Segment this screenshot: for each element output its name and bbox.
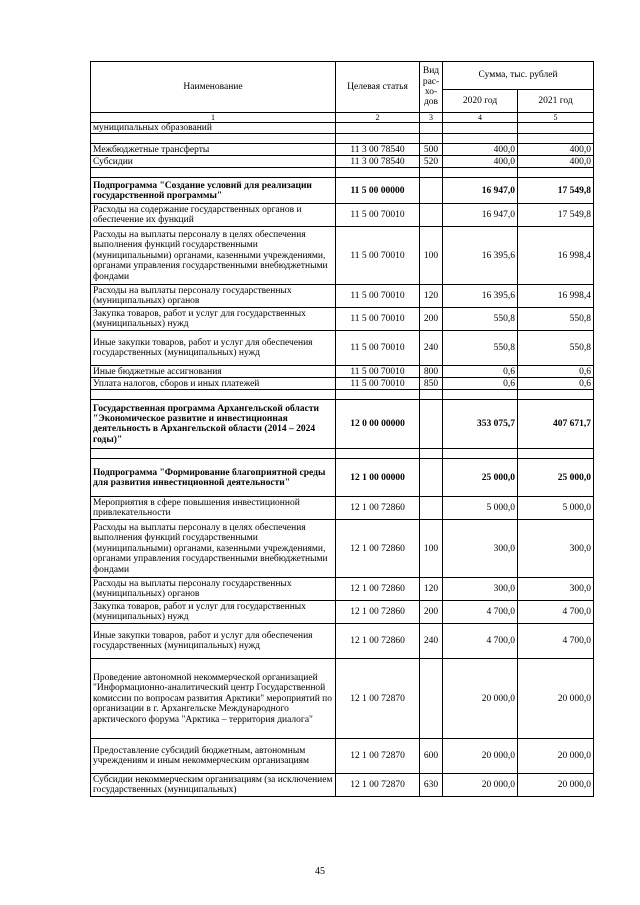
header-year-2021: 2021 год — [518, 90, 594, 113]
row-amount-2020: 20 000,0 — [443, 659, 518, 739]
header-sum: Сумма, тыс. рублей — [443, 62, 594, 90]
row-name: Расходы на выплаты персоналу государственных (муниципальных) органов — [91, 578, 336, 601]
row-code: 11 5 00 70010 — [336, 227, 420, 285]
row-code: 11 5 00 70010 — [336, 308, 420, 331]
row-expense-type: 100 — [420, 227, 443, 285]
row-name: Субсидии — [91, 156, 336, 168]
row-amount-2020: 4 700,0 — [443, 624, 518, 659]
row-expense-type — [420, 400, 443, 449]
table-row — [91, 156, 594, 168]
table-row — [91, 178, 594, 204]
spacer-row — [91, 168, 594, 178]
empty-cell — [443, 134, 518, 144]
empty-cell — [336, 134, 420, 144]
row-amount-2020: 0,6 — [443, 366, 518, 378]
table-row — [91, 601, 594, 624]
row-amount-2020: 20 000,0 — [443, 774, 518, 797]
row-amount-2021: 550,8 — [518, 308, 594, 331]
row-name: Расходы на выплаты персоналу государственных (муниципальных) органов — [91, 285, 336, 308]
row-code: 12 1 00 72860 — [336, 578, 420, 601]
spacer-row — [91, 390, 594, 400]
row-code: 12 0 00 00000 — [336, 400, 420, 449]
row-amount-2020: 353 075,7 — [443, 400, 518, 449]
row-code: 12 1 00 72860 — [336, 601, 420, 624]
table-row — [91, 378, 594, 390]
table-row — [91, 739, 594, 774]
row-expense-type — [420, 204, 443, 227]
row-amount-2021: 16 998,4 — [518, 285, 594, 308]
empty-cell — [443, 168, 518, 178]
row-code: 12 1 00 72870 — [336, 739, 420, 774]
row-amount-2021: 17 549,8 — [518, 204, 594, 227]
table-row — [91, 227, 594, 285]
row-amount-2021: 550,8 — [518, 331, 594, 366]
row-name: Проведение автономной некоммерческой организацией "Информационно-аналитический центр Государственной комиссии по вопросам развития Арктики" мероприятий по организации в г. Архангельске Международного арктического форума "Арктика – территория диалога" — [91, 659, 336, 739]
empty-cell — [336, 168, 420, 178]
row-amount-2021: 17 549,8 — [518, 178, 594, 204]
row-code: 11 5 00 70010 — [336, 331, 420, 366]
row-code: 12 1 00 72860 — [336, 520, 420, 578]
empty-cell — [443, 449, 518, 459]
row-code — [336, 123, 420, 134]
column-number-row — [91, 113, 594, 123]
row-amount-2021: 25 000,0 — [518, 459, 594, 497]
empty-cell — [518, 168, 594, 178]
header-type: Вид рас-хо-дов — [420, 62, 443, 113]
row-amount-2021: 300,0 — [518, 520, 594, 578]
table-row — [91, 285, 594, 308]
budget-table — [90, 61, 594, 797]
page-number: 45 — [315, 866, 325, 877]
row-code: 11 3 00 78540 — [336, 156, 420, 168]
row-name: Иные закупки товаров, работ и услуг для обеспечения государственных (муниципальных) нужд — [91, 331, 336, 366]
row-amount-2020: 20 000,0 — [443, 739, 518, 774]
row-expense-type: 630 — [420, 774, 443, 797]
row-amount-2020: 16 947,0 — [443, 178, 518, 204]
row-amount-2020: 16 395,6 — [443, 227, 518, 285]
row-amount-2020: 300,0 — [443, 578, 518, 601]
row-name: Закупка товаров, работ и услуг для государственных (муниципальных) нужд — [91, 601, 336, 624]
row-name: Подпрограмма "Формирование благоприятной среды для развития инвестиционной деятельности" — [91, 459, 336, 497]
row-amount-2020: 400,0 — [443, 156, 518, 168]
row-code: 12 1 00 00000 — [336, 459, 420, 497]
row-expense-type — [420, 123, 443, 134]
row-expense-type: 200 — [420, 308, 443, 331]
row-name: Подпрограмма "Создание условий для реализации государственной программы" — [91, 178, 336, 204]
row-name: Иные бюджетные ассигнования — [91, 366, 336, 378]
table-row — [91, 624, 594, 659]
table-row — [91, 308, 594, 331]
row-amount-2020: 0,6 — [443, 378, 518, 390]
row-amount-2021: 5 000,0 — [518, 497, 594, 520]
row-expense-type: 800 — [420, 366, 443, 378]
table-row — [91, 497, 594, 520]
table-row — [91, 459, 594, 497]
table-row — [91, 659, 594, 739]
row-expense-type: 200 — [420, 601, 443, 624]
row-code: 11 3 00 78540 — [336, 144, 420, 156]
empty-cell — [91, 168, 336, 178]
table-header — [91, 62, 594, 113]
column-number: 2 — [336, 113, 420, 123]
row-amount-2021: 400,0 — [518, 156, 594, 168]
row-expense-type: 520 — [420, 156, 443, 168]
row-expense-type: 120 — [420, 285, 443, 308]
row-amount-2021: 4 700,0 — [518, 601, 594, 624]
row-name: Государственная программа Архангельской области "Экономическое развитие и инвестиционная деятельность в Архангельской области (2014 – 2024 годы)" — [91, 400, 336, 449]
row-name: Предоставление субсидий бюджетным, автономным учреждениям и иным некоммерческим организациям — [91, 739, 336, 774]
empty-cell — [91, 449, 336, 459]
row-amount-2021: 4 700,0 — [518, 624, 594, 659]
empty-cell — [91, 390, 336, 400]
row-amount-2020: 16 395,6 — [443, 285, 518, 308]
row-amount-2020: 4 700,0 — [443, 601, 518, 624]
row-expense-type: 100 — [420, 520, 443, 578]
empty-cell — [443, 390, 518, 400]
row-amount-2021: 400,0 — [518, 144, 594, 156]
table-row — [91, 331, 594, 366]
table-row — [91, 123, 594, 134]
row-code: 12 1 00 72860 — [336, 624, 420, 659]
empty-cell — [518, 134, 594, 144]
row-amount-2020 — [443, 123, 518, 134]
row-amount-2020: 5 000,0 — [443, 497, 518, 520]
empty-cell — [336, 449, 420, 459]
empty-cell — [518, 390, 594, 400]
row-amount-2021: 20 000,0 — [518, 774, 594, 797]
row-amount-2021: 0,6 — [518, 378, 594, 390]
empty-cell — [420, 390, 443, 400]
table-row — [91, 366, 594, 378]
table-row — [91, 400, 594, 449]
row-expense-type — [420, 497, 443, 520]
row-name: Расходы на содержание государственных органов и обеспечение их функций — [91, 204, 336, 227]
table-row — [91, 578, 594, 601]
row-code: 11 5 00 70010 — [336, 285, 420, 308]
row-expense-type: 120 — [420, 578, 443, 601]
row-amount-2021: 0,6 — [518, 366, 594, 378]
row-expense-type: 240 — [420, 331, 443, 366]
row-code: 12 1 00 72870 — [336, 774, 420, 797]
row-code: 11 5 00 70010 — [336, 366, 420, 378]
table-row — [91, 144, 594, 156]
header-year-2020: 2020 год — [443, 90, 518, 113]
row-amount-2021: 20 000,0 — [518, 659, 594, 739]
row-amount-2021 — [518, 123, 594, 134]
table-row — [91, 204, 594, 227]
empty-cell — [91, 134, 336, 144]
row-code: 11 5 00 00000 — [336, 178, 420, 204]
row-amount-2020: 16 947,0 — [443, 204, 518, 227]
header-code: Целевая статья — [336, 62, 420, 113]
row-name: муниципальных образований — [91, 123, 336, 134]
row-expense-type: 500 — [420, 144, 443, 156]
row-name: Расходы на выплаты персоналу в целях обеспечения выполнения функций государственными (муниципальными) органами, казенными учреждениями, органами управления государственными внебюджетными фондами — [91, 520, 336, 578]
spacer-row — [91, 134, 594, 144]
empty-cell — [336, 390, 420, 400]
row-amount-2021: 16 998,4 — [518, 227, 594, 285]
row-expense-type: 240 — [420, 624, 443, 659]
row-name: Межбюджетные трансферты — [91, 144, 336, 156]
row-amount-2020: 400,0 — [443, 144, 518, 156]
row-amount-2020: 550,8 — [443, 308, 518, 331]
row-name: Мероприятия в сфере повышения инвестиционной привлекательности — [91, 497, 336, 520]
row-amount-2021: 300,0 — [518, 578, 594, 601]
empty-cell — [420, 449, 443, 459]
empty-cell — [420, 134, 443, 144]
column-number: 1 — [91, 113, 336, 123]
header-name: Наименование — [91, 62, 336, 113]
spacer-row — [91, 449, 594, 459]
table-row — [91, 774, 594, 797]
row-name: Иные закупки товаров, работ и услуг для обеспечения государственных (муниципальных) нужд — [91, 624, 336, 659]
row-name: Субсидии некоммерческим организациям (за исключением государственных (муниципальных) — [91, 774, 336, 797]
row-expense-type: 850 — [420, 378, 443, 390]
row-name: Расходы на выплаты персоналу в целях обеспечения выполнения функций государственными (муниципальными) органами, казенными учреждениями, органами управления государственными внебюджетными фондами — [91, 227, 336, 285]
table-row — [91, 520, 594, 578]
row-expense-type — [420, 459, 443, 497]
row-code: 11 5 00 70010 — [336, 378, 420, 390]
row-expense-type: 600 — [420, 739, 443, 774]
column-number: 5 — [518, 113, 594, 123]
column-number: 3 — [420, 113, 443, 123]
row-expense-type — [420, 178, 443, 204]
table-body — [91, 113, 594, 797]
row-amount-2020: 25 000,0 — [443, 459, 518, 497]
row-code: 12 1 00 72860 — [336, 497, 420, 520]
row-amount-2020: 550,8 — [443, 331, 518, 366]
column-number: 4 — [443, 113, 518, 123]
empty-cell — [420, 168, 443, 178]
row-expense-type — [420, 659, 443, 739]
empty-cell — [518, 449, 594, 459]
row-name: Уплата налогов, сборов и иных платежей — [91, 378, 336, 390]
row-amount-2020: 300,0 — [443, 520, 518, 578]
row-name: Закупка товаров, работ и услуг для государственных (муниципальных) нужд — [91, 308, 336, 331]
row-amount-2021: 20 000,0 — [518, 739, 594, 774]
row-amount-2021: 407 671,7 — [518, 400, 594, 449]
row-code: 12 1 00 72870 — [336, 659, 420, 739]
row-code: 11 5 00 70010 — [336, 204, 420, 227]
